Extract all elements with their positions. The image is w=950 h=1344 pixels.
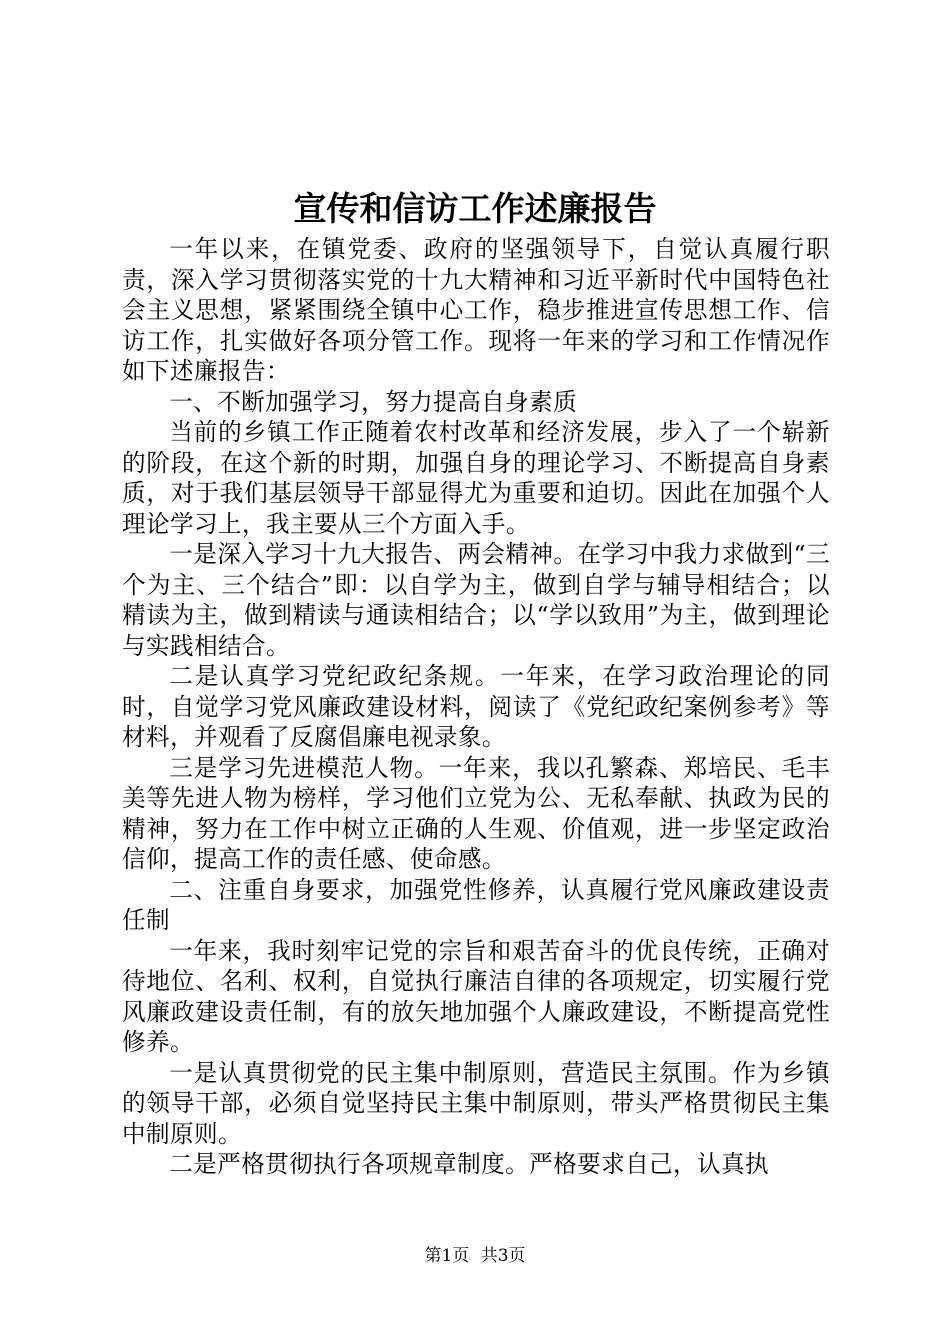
paragraph-intro: 一年以来，在镇党委、政府的坚强领导下，自觉认真履行职责，深入学习贯彻落实党的十九大精神和习近平新时代中国特色社会主义思想，紧紧围绕全镇中心工作，稳步推进宣传思想工作、信访工作，扎实做好各项分管工作。现将一年来的学习和工作情况作如下述廉报告： xyxy=(122,235,830,385)
paragraph: 二是严格贯彻执行各项规章制度。严格要求自己，认真执 xyxy=(169,1150,770,1178)
document-body xyxy=(122,234,830,1180)
paragraph: 一年来，我时刻牢记党的宗旨和艰苦奋斗的优良传统，正确对待地位、名利、权利，自觉执行廉洁自律的各项规定，切实履行党风廉政建设责任制，有的放矢地加强个人廉政建设，不断提高党性修养。 xyxy=(122,936,830,1056)
page-number: 第1页 xyxy=(424,1246,470,1266)
paragraph: 当前的乡镇工作正随着农村改革和经济发展，步入了一个崭新的阶段，在这个新的时期，加强自身的理论学习、不断提高自身素质，对于我们基层领导干部显得尤为重要和迫切。因此在加强个人理论学习上，我主要从三个方面入手。 xyxy=(122,418,830,538)
paragraph: 三是学习先进模范人物。一年来，我以孔繁森、郑培民、毛丰美等先进人物为榜样，学习他们立党为公、无私奉献、执政为民的精神，努力在工作中树立正确的人生观、价值观，进一步坚定政治信仰，提高工作的责任感、使命感。 xyxy=(122,753,830,873)
page-total: 共3页 xyxy=(480,1246,526,1266)
paragraph: 一是认真贯彻党的民主集中制原则，营造民主氛围。作为乡镇的领导干部，必须自觉坚持民主集中制原则，带头严格贯彻民主集中制原则。 xyxy=(122,1058,830,1148)
section-heading-1: 一、不断加强学习，努力提高自身素质 xyxy=(169,387,578,416)
section-heading-2: 二、注重自身要求，加强党性修养，认真履行党风廉政建设责任制 xyxy=(122,875,830,934)
document-title: 宣传和信访工作述廉报告 xyxy=(293,189,657,228)
page-footer xyxy=(0,1244,950,1268)
paragraph: 一是深入学习十九大报告、两会精神。在学习中我力求做到“三个为主、三个结合”即：以自学为主，做到自学与辅导相结合；以精读为主，做到精读与通读相结合；以“学以致用”为主，做到理论与实践相结合。 xyxy=(122,540,830,660)
paragraph: 二是认真学习党纪政纪条规。一年来，在学习政治理论的同时，自觉学习党风廉政建设材料，阅读了《党纪政纪案例参考》等材料，并观看了反腐倡廉电视录象。 xyxy=(122,662,830,751)
